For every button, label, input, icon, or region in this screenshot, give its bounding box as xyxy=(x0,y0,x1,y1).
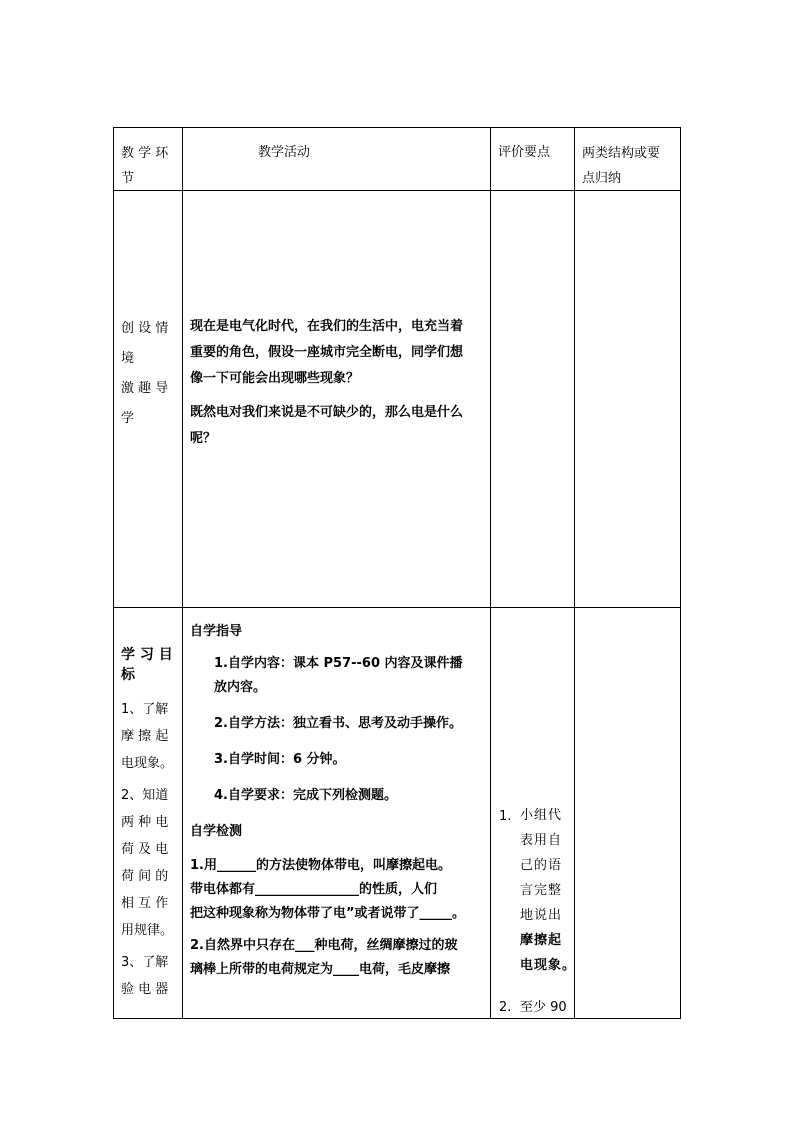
row1-stage: 创 设 情 境 激 趣 导 学 xyxy=(121,321,169,426)
eval-item1-number: 1. xyxy=(499,809,512,824)
eval-item2-text: 至少 90 xyxy=(520,1000,567,1015)
header-summary: 两类结构或要 点归纳 xyxy=(582,146,661,186)
header-activity: 教学活动 xyxy=(258,145,311,160)
test-title: 自学检测 xyxy=(190,824,243,839)
eval-item2-number: 2. xyxy=(499,1000,512,1015)
column-divider xyxy=(490,128,491,1018)
eval-item1-text: 小组代 表用自 己的语 言完整 地说出 摩擦起 电现象。 xyxy=(520,808,577,973)
row2-activity: 自学指导 1.自学内容：课本 P57--60 内容及课件播 放内容。 2.自学方法：独立看书、思考及动手操作。 3.自学时间：6 分钟。 4.自学要求：完成下列检测题。 自学检测 1.用______的方法使物体带电，叫摩擦起电。 带电体都有________________的性质，人们 把这种现象称为物体带了电”或者说带了_____。 2.自然界中只存在___种电荷，丝绸摩擦过的玻 璃棒上所带的电荷规定为____电荷，毛皮摩擦 xyxy=(190,620,465,982)
guide-title: 自学指导 xyxy=(190,624,243,639)
column-divider xyxy=(182,128,183,1018)
row2-stage-title: 学 习 目 标 xyxy=(121,647,173,683)
row2-stage-items: 1、了解 摩 擦 起 电现象。 2、知道 两 种 电 荷 及 电 荷 间 的 相 互 作 用规律。 3、了解 验 电 器 xyxy=(121,702,174,997)
row-divider xyxy=(114,607,680,608)
header-stage: 教 学 环 节 xyxy=(121,146,169,186)
lesson-plan-table xyxy=(113,127,681,1019)
header-evaluation: 评价要点 xyxy=(498,145,551,160)
row1-activity: 现在是电气化时代，在我们的生活中，电充当着 重要的角色，假设一座城市完全断电，同学们想 像一下可能会出现哪些现象？ 既然电对我们来说是不可缺少的，那么电是什么 呢？ xyxy=(190,319,464,446)
